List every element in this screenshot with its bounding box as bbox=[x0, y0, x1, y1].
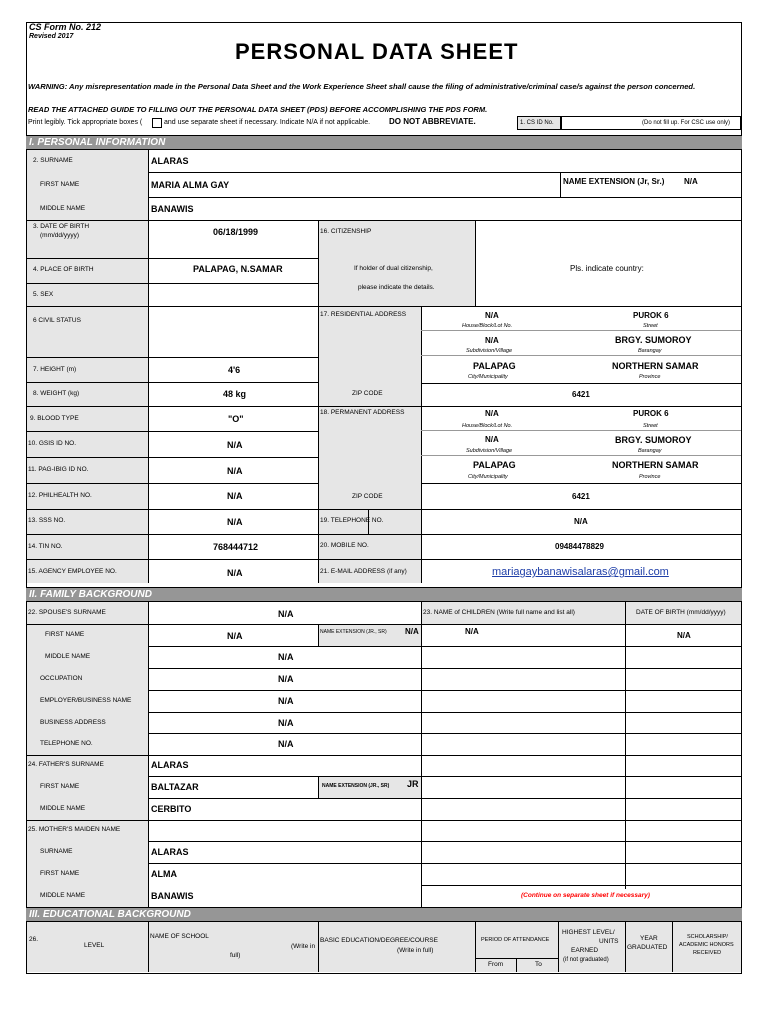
perm-barangay-value[interactable]: BRGY. SUMOROY bbox=[615, 435, 692, 445]
spouse-ext-label: NAME EXTENSION (JR., SR) bbox=[320, 629, 387, 635]
pds-form-frame bbox=[26, 22, 742, 974]
weight-label: 8. WEIGHT (kg) bbox=[33, 390, 80, 397]
mother-first-name-label: FIRST NAME bbox=[40, 870, 80, 877]
name-extension-label: NAME EXTENSION (Jr, Sr.) bbox=[563, 177, 665, 186]
period-to-header: To bbox=[535, 961, 542, 968]
citizenship-label: 16. CITIZENSHIP bbox=[320, 228, 372, 235]
middle-name-label: MIDDLE NAME bbox=[40, 205, 86, 212]
blood-type-value[interactable]: "O" bbox=[228, 414, 244, 424]
res-province-caption: Province bbox=[639, 374, 661, 380]
res-city-caption: City/Municipality bbox=[468, 374, 508, 380]
res-barangay-caption: Barangay bbox=[638, 348, 662, 354]
father-ext-label: NAME EXTENSION (JR., SR) bbox=[322, 783, 390, 789]
pagibig-label: 11. PAG-IBIG ID NO. bbox=[28, 466, 89, 473]
perm-province-value[interactable]: NORTHERN SAMAR bbox=[612, 460, 699, 470]
res-street-caption: Street bbox=[643, 323, 658, 329]
print-legibly-text: Print legibly. Tick appropriate boxes ( bbox=[28, 119, 143, 126]
cs-id-note: (Do not fill up. For CSC use only) bbox=[642, 120, 731, 126]
spouse-middle-name-value[interactable]: N/A bbox=[278, 652, 294, 662]
agency-value[interactable]: N/A bbox=[227, 568, 243, 578]
first-name-value[interactable]: MARIA ALMA GAY bbox=[151, 180, 230, 190]
res-subdivision-value[interactable]: N/A bbox=[485, 336, 499, 345]
revised-year: Revised 2017 bbox=[29, 33, 74, 40]
children-dob-label: DATE OF BIRTH (mm/dd/yyyy) bbox=[636, 609, 726, 616]
period-from-header: From bbox=[488, 961, 504, 968]
section-personal-information: I. PERSONAL INFORMATION bbox=[26, 135, 742, 150]
scholarship-header-3: RECEIVED bbox=[693, 950, 722, 956]
dob-format-label: (mm/dd/yyyy) bbox=[40, 232, 79, 239]
children-dob-value[interactable]: N/A bbox=[677, 631, 691, 640]
read-guide-text: READ THE ATTACHED GUIDE TO FILLING OUT THE PERSONAL DATA SHEET (PDS) BEFORE ACCOMPLISHING THE PDS FORM. bbox=[28, 105, 488, 114]
section-educational-background: III. EDUCATIONAL BACKGROUND bbox=[26, 907, 742, 922]
school-header-3: full) bbox=[230, 952, 241, 959]
spouse-ext-value[interactable]: N/A bbox=[405, 627, 419, 636]
perm-province-caption: Province bbox=[639, 474, 661, 480]
res-zip-value[interactable]: 6421 bbox=[572, 390, 590, 399]
form-number: CS Form No. 212 bbox=[29, 22, 102, 32]
tin-value[interactable]: 768444712 bbox=[213, 542, 259, 552]
perm-street-caption: Street bbox=[643, 423, 658, 429]
res-house-value[interactable]: N/A bbox=[485, 311, 499, 320]
mother-surname-label: SURNAME bbox=[40, 848, 73, 855]
spouse-telephone-label: TELEPHONE NO. bbox=[40, 740, 93, 747]
perm-subdivision-caption: Subdivision/Village bbox=[466, 448, 513, 454]
dual-citizenship-note: If holder of dual citizenship, bbox=[354, 265, 433, 272]
residential-address-label: 17. RESIDENTIAL ADDRESS bbox=[320, 311, 407, 318]
course-header: BASIC EDUCATION/DEGREE/COURSE bbox=[320, 937, 438, 944]
perm-barangay-caption: Barangay bbox=[638, 448, 662, 454]
mother-middle-name-value[interactable]: BANAWIS bbox=[151, 891, 194, 901]
employer-value[interactable]: N/A bbox=[278, 696, 294, 706]
course-header-2: (Write in full) bbox=[397, 947, 434, 954]
res-street-value[interactable]: PUROK 6 bbox=[633, 311, 669, 320]
father-first-name-label: FIRST NAME bbox=[40, 783, 80, 790]
agency-label: 15. AGENCY EMPLOYEE NO. bbox=[28, 568, 117, 575]
first-name-label: FIRST NAME bbox=[40, 181, 80, 188]
weight-value[interactable]: 48 kg bbox=[223, 389, 247, 399]
philhealth-value[interactable]: N/A bbox=[227, 491, 243, 501]
business-address-label: BUSINESS ADDRESS bbox=[40, 719, 106, 726]
perm-city-caption: City/Municipality bbox=[468, 474, 508, 480]
height-label: 7. HEIGHT (m) bbox=[33, 366, 77, 373]
father-surname-value[interactable]: ALARAS bbox=[151, 760, 189, 770]
surname-value[interactable]: ALARAS bbox=[151, 156, 189, 166]
perm-zip-label: ZIP CODE bbox=[352, 493, 383, 500]
middle-name-value[interactable]: BANAWIS bbox=[151, 204, 194, 214]
dob-value[interactable]: 06/18/1999 bbox=[213, 227, 259, 237]
year-graduated-header: YEAR bbox=[640, 935, 658, 942]
surname-label: 2. SURNAME bbox=[33, 157, 73, 164]
continue-note: (Continue on separate sheet if necessary) bbox=[521, 892, 650, 899]
school-header-2: (Write in bbox=[291, 943, 316, 950]
perm-house-caption: House/Block/Lot No. bbox=[462, 423, 513, 429]
spouse-first-name-label: FIRST NAME bbox=[45, 631, 85, 638]
father-ext-value[interactable]: JR bbox=[407, 779, 419, 789]
spouse-first-name-value[interactable]: N/A bbox=[227, 631, 243, 641]
education-number: 26. bbox=[29, 936, 39, 943]
mother-maiden-name-label: 25. MOTHER'S MAIDEN NAME bbox=[28, 826, 121, 833]
res-barangay-value[interactable]: BRGY. SUMOROY bbox=[615, 335, 692, 345]
pagibig-value[interactable]: N/A bbox=[227, 466, 243, 476]
pob-value[interactable]: PALAPAG, N.SAMAR bbox=[193, 264, 283, 274]
spouse-surname-value[interactable]: N/A bbox=[278, 609, 294, 619]
highest-level-header: HIGHEST LEVEL/ bbox=[562, 929, 615, 936]
civil-status-label: 6 CIVIL STATUS bbox=[33, 317, 81, 324]
mother-surname-value[interactable]: ALARAS bbox=[151, 847, 189, 857]
perm-street-value[interactable]: PUROK 6 bbox=[633, 409, 669, 418]
scholarship-header-2: ACADEMIC HONORS bbox=[679, 942, 734, 948]
spouse-telephone-value[interactable]: N/A bbox=[278, 739, 294, 749]
highest-level-header-2: UNITS bbox=[599, 938, 619, 945]
employer-label: EMPLOYER/BUSINESS NAME bbox=[40, 697, 132, 704]
dob-label: 3. DATE OF BIRTH bbox=[33, 223, 90, 230]
father-first-name-value[interactable]: BALTAZAR bbox=[151, 782, 199, 792]
dual-citizenship-note-2: please indicate the details. bbox=[358, 284, 435, 291]
email-value[interactable]: mariagaybanawisalaras@gmail.com bbox=[492, 566, 669, 578]
do-not-abbreviate: DO NOT ABBREVIATE. bbox=[389, 117, 476, 126]
sss-value[interactable]: N/A bbox=[227, 517, 243, 527]
telephone-value[interactable]: N/A bbox=[574, 517, 588, 526]
tin-label: 14. TIN NO. bbox=[28, 543, 63, 550]
perm-subdivision-value[interactable]: N/A bbox=[485, 435, 499, 444]
tick-box[interactable] bbox=[152, 118, 162, 128]
cs-id-label: 1. CS ID No. bbox=[520, 120, 554, 126]
res-house-caption: House/Block/Lot No. bbox=[462, 323, 513, 329]
perm-zip-value[interactable]: 6421 bbox=[572, 492, 590, 501]
school-header: NAME OF SCHOOL bbox=[150, 933, 209, 940]
perm-house-value[interactable]: N/A bbox=[485, 409, 499, 418]
mobile-value[interactable]: 09484478829 bbox=[555, 542, 604, 551]
warning-text: WARNING: Any misrepresentation made in the Personal Data Sheet and the Work Experience Sheet shall cause the filing of administrative/criminal case/s against the person concerned. bbox=[28, 82, 696, 91]
scholarship-header: SCHOLARSHIP/ bbox=[687, 934, 728, 940]
year-graduated-header-2: GRADUATED bbox=[627, 944, 668, 951]
res-city-value[interactable]: PALAPAG bbox=[473, 361, 516, 371]
page-title: PERSONAL DATA SHEET bbox=[235, 39, 519, 64]
telephone-label: 19. TELEPHONE NO. bbox=[320, 517, 384, 524]
height-value[interactable]: 4'6 bbox=[228, 365, 241, 375]
highest-level-header-3: EARNED bbox=[571, 947, 599, 954]
pob-label: 4. PLACE OF BIRTH bbox=[33, 266, 94, 273]
sss-label: 13. SSS NO. bbox=[28, 517, 66, 524]
business-address-value[interactable]: N/A bbox=[278, 718, 294, 728]
permanent-address-label: 18. PERMANENT ADDRESS bbox=[320, 409, 405, 416]
mobile-label: 20. MOBILE NO. bbox=[320, 542, 369, 549]
res-zip-label: ZIP CODE bbox=[352, 390, 383, 397]
occupation-value[interactable]: N/A bbox=[278, 674, 294, 684]
children-label: 23. NAME of CHILDREN (Write full name and list all) bbox=[423, 609, 575, 616]
sex-label: 5. SEX bbox=[33, 291, 54, 298]
perm-city-value[interactable]: PALAPAG bbox=[473, 460, 516, 470]
res-province-value[interactable]: NORTHERN SAMAR bbox=[612, 361, 699, 371]
mother-first-name-value[interactable]: ALMA bbox=[151, 869, 177, 879]
spouse-middle-name-label: MIDDLE NAME bbox=[45, 653, 91, 660]
spouse-surname-label: 22. SPOUSE'S SURNAME bbox=[28, 609, 106, 616]
mother-middle-name-label: MIDDLE NAME bbox=[40, 892, 86, 899]
country-note: Pls. indicate country: bbox=[570, 264, 644, 273]
children-name-value[interactable]: N/A bbox=[465, 627, 479, 636]
education-level-header: LEVEL bbox=[84, 942, 105, 949]
gsis-label: 10. GSIS ID NO. bbox=[28, 440, 77, 447]
period-header: PERIOD OF ATTENDANCE bbox=[481, 937, 550, 943]
section-family-background: II. FAMILY BACKGROUND bbox=[26, 587, 742, 602]
father-middle-name-label: MIDDLE NAME bbox=[40, 805, 86, 812]
occupation-label: OCCUPATION bbox=[40, 675, 83, 682]
father-middle-name-value[interactable]: CERBITO bbox=[151, 804, 192, 814]
blood-type-label: 9. BLOOD TYPE bbox=[30, 415, 79, 422]
print-legibly-text-2: and use separate sheet if necessary. Indicate N/A if not applicable. bbox=[164, 119, 371, 126]
name-extension-value[interactable]: N/A bbox=[684, 177, 698, 186]
res-subdivision-caption: Subdivision/Village bbox=[466, 348, 513, 354]
philhealth-label: 12. PHILHEALTH NO. bbox=[28, 492, 92, 499]
father-surname-label: 24. FATHER'S SURNAME bbox=[28, 761, 104, 768]
email-label: 21. E-MAIL ADDRESS (if any) bbox=[320, 568, 407, 575]
gsis-value[interactable]: N/A bbox=[227, 440, 243, 450]
highest-level-header-4: (if not graduated) bbox=[563, 957, 609, 963]
